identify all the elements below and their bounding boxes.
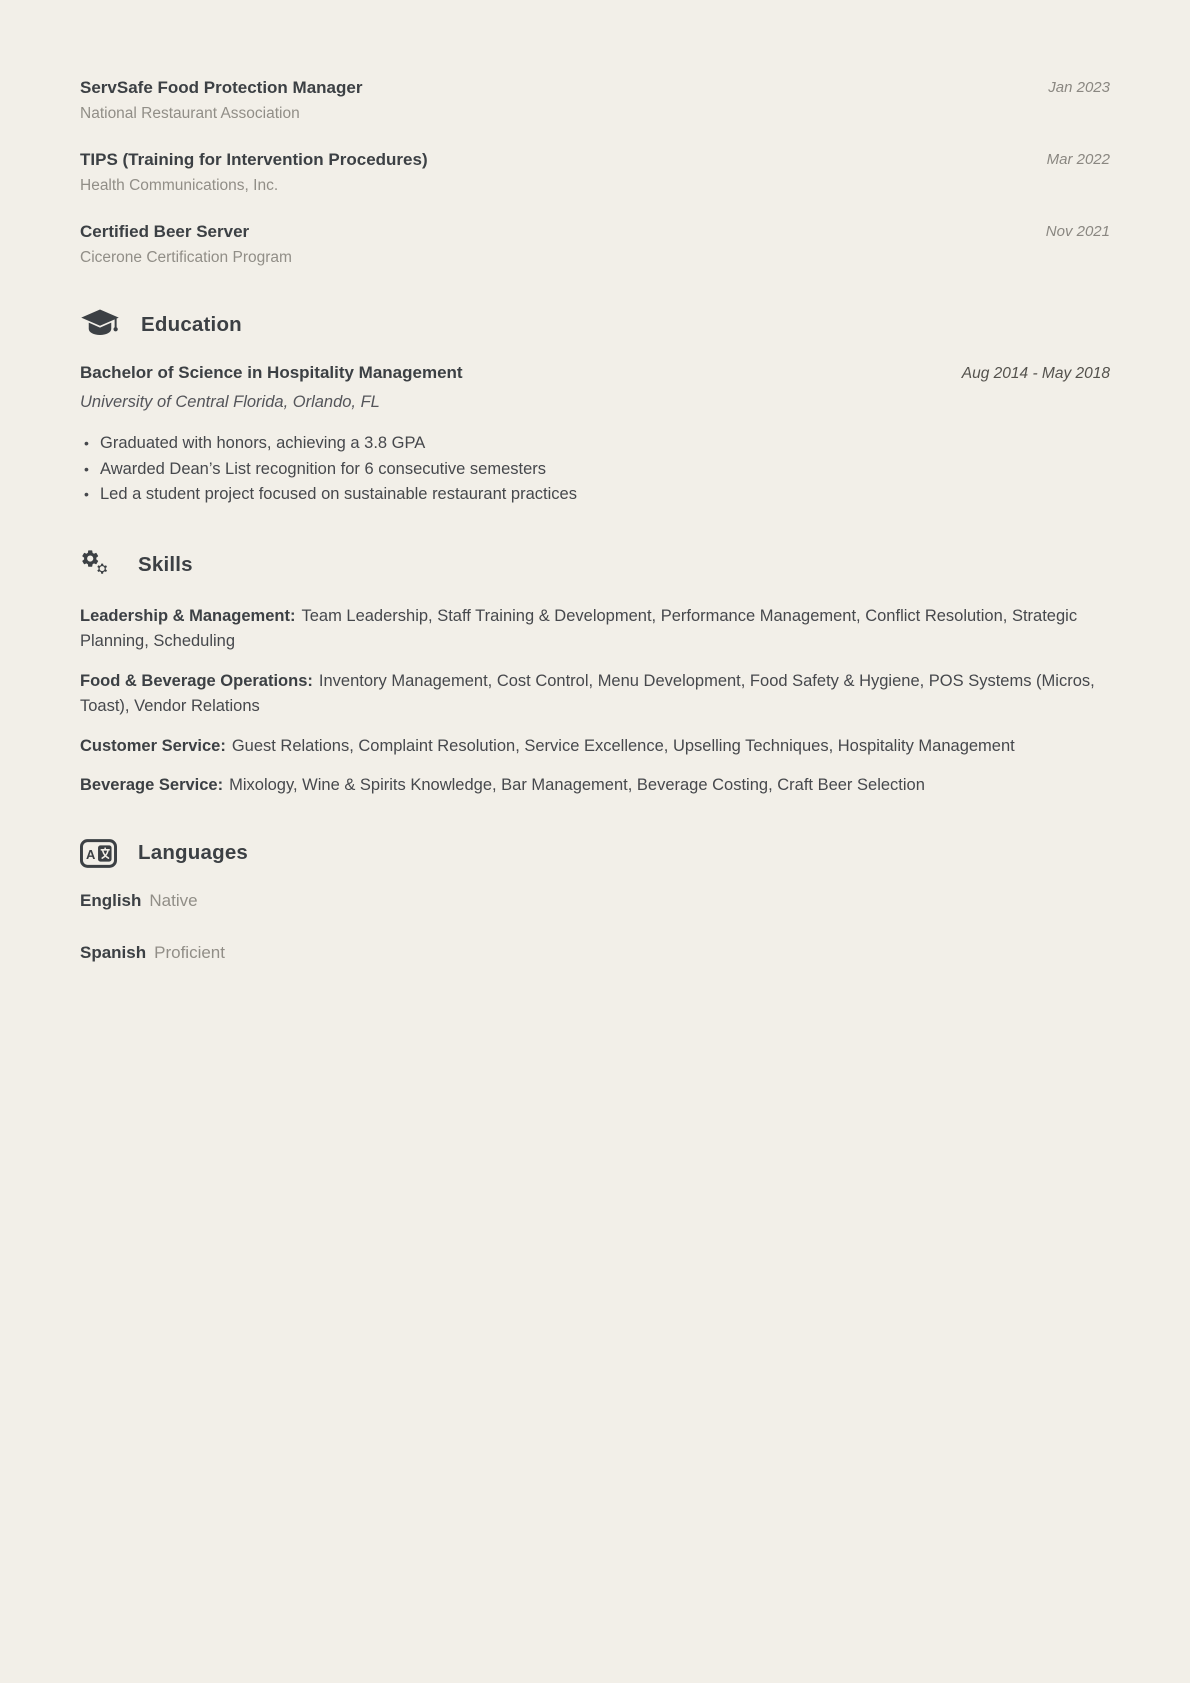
certification-item — [80, 148, 1110, 197]
skill-group — [80, 734, 1110, 760]
education-bullet — [100, 457, 1110, 483]
bullet-text: Graduated with honors, achieving a 3.8 GPA — [100, 434, 426, 453]
language-level: Native — [149, 890, 198, 910]
certifications-list — [80, 76, 1110, 268]
skill-group — [80, 669, 1110, 720]
education-degree-row — [80, 363, 1110, 383]
certification-item — [80, 76, 1110, 125]
bullet-text: Awarded Dean’s List recognition for 6 consecutive semesters — [100, 459, 547, 478]
education-section-title: Education — [141, 312, 242, 336]
languages-header — [80, 839, 1110, 868]
translate-icon — [80, 839, 117, 868]
skill-group-label: Customer Service: — [80, 736, 226, 755]
skill-group-value: Mixology, Wine & Spirits Knowledge, Bar Management, Beverage Costing, Craft Beer Selection — [229, 776, 925, 795]
certification-issuer: National Restaurant Association — [80, 105, 300, 123]
skill-group-value: Guest Relations, Complaint Resolution, Service Excellence, Upselling Techniques, Hospitality Management — [231, 736, 1015, 755]
skill-group-value: Inventory Management, Cost Control, Menu Development, Food Safety & Hygiene, POS Systems (Micros, Toast), Vendor Relations — [80, 671, 1095, 716]
skills-header — [80, 548, 1110, 582]
certification-text — [80, 76, 362, 125]
bullet-text: Led a student project focused on sustainable restaurant practices — [100, 485, 577, 504]
languages-section-title: Languages — [138, 841, 249, 865]
certification-title: ServSafe Food Protection Manager — [80, 78, 363, 97]
certification-text — [80, 220, 292, 269]
skill-group-label: Beverage Service: — [80, 776, 224, 795]
education-bullet-list — [80, 431, 1110, 508]
certification-title: Certified Beer Server — [80, 221, 250, 241]
language-name: English — [80, 890, 142, 910]
certification-date: Jan 2023 — [1048, 79, 1110, 96]
skill-group-label: Leadership & Management: — [80, 606, 296, 625]
language-item — [80, 942, 1110, 965]
languages-section — [80, 839, 1110, 965]
education-header — [80, 308, 1110, 341]
language-item — [80, 890, 1110, 913]
skill-group-label: Food & Beverage Operations: — [80, 671, 313, 690]
certification-title: TIPS (Training for Intervention Procedures) — [80, 149, 428, 169]
skills-section — [80, 548, 1110, 799]
education-bullet — [100, 431, 1110, 457]
skill-group — [80, 604, 1110, 655]
skills-section-title: Skills — [138, 552, 193, 576]
svg-text:A: A — [85, 846, 96, 862]
certification-issuer: Cicerone Certification Program — [80, 248, 292, 266]
degree-title: Bachelor of Science in Hospitality Management — [80, 363, 463, 383]
certification-date: Nov 2021 — [1045, 222, 1110, 240]
gears-icon — [80, 548, 117, 582]
language-level: Proficient — [154, 942, 225, 962]
certification-issuer: Health Communications, Inc. — [80, 176, 279, 194]
language-name: Spanish — [80, 942, 147, 962]
graduation-cap-icon — [80, 308, 120, 341]
education-section — [80, 308, 1110, 508]
certification-date: Mar 2022 — [1046, 150, 1110, 168]
certification-text — [80, 148, 428, 197]
education-bullet — [100, 482, 1110, 508]
skill-group — [80, 773, 1110, 799]
certification-item — [80, 220, 1110, 269]
school-name: University of Central Florida, Orlando, FL — [80, 393, 380, 412]
education-dates: Aug 2014 - May 2018 — [961, 365, 1110, 383]
skill-group-value: Team Leadership, Staff Training & Development, Performance Management, Conflict Resolution, Strategic Planning, Scheduling — [80, 606, 1078, 651]
